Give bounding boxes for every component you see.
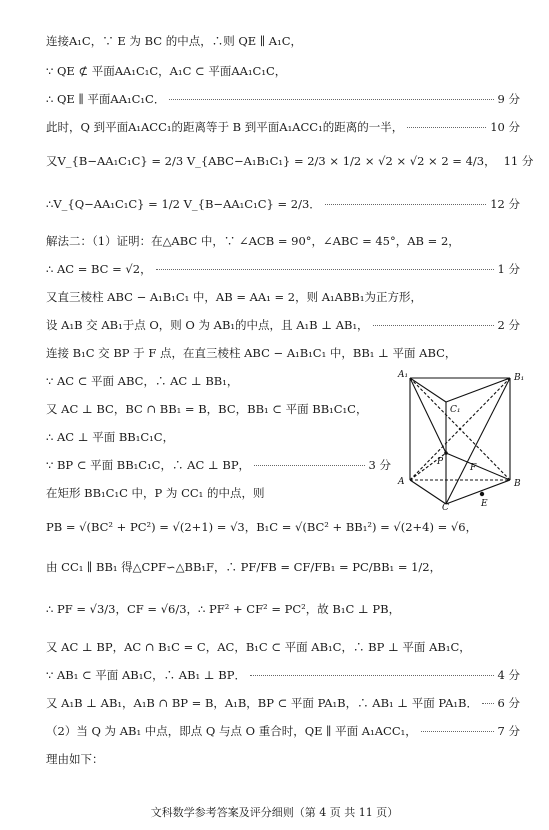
edge-ac [410, 480, 446, 504]
solution-line-1 [46, 30, 520, 52]
score-mark: 4 分 [497, 668, 520, 682]
edge-c1b1 [446, 378, 510, 402]
label-c: C [442, 503, 449, 510]
solution-line-19 [46, 598, 520, 620]
score-mark: 3 分 [368, 458, 391, 472]
segment-b1c [446, 378, 510, 504]
line-text: ∴ AC = BC = √2， [46, 262, 152, 276]
solution-line-14 [46, 426, 376, 448]
solution-line-12 [46, 370, 376, 392]
line-text: 连接 B₁C 交 BP 于 F 点，在直三棱柱 ABC − A₁B₁C₁ 中，BB₁ ⊥ 平面 ABC， [46, 346, 457, 360]
score-mark: 11 分 [503, 154, 534, 168]
solution-line-15 [46, 454, 391, 476]
solution-line-2 [46, 60, 520, 82]
score-mark: 2 分 [497, 318, 520, 332]
label-b: B [514, 479, 521, 489]
solution-line-13 [46, 398, 376, 420]
label-a: A [398, 477, 405, 487]
solution-line-20 [46, 636, 520, 658]
line-text: ∵ AB₁ ⊂ 平面 AB₁C，∴ AB₁ ⊥ BP． [46, 668, 246, 682]
line-text: 设 A₁B 交 AB₁于点 O，则 O 为 AB₁的中点，且 A₁B ⊥ AB₁， [46, 318, 369, 332]
edge-cb [446, 480, 510, 504]
prism-diagram [386, 368, 536, 510]
leader-dots [156, 269, 494, 270]
line-text: 又V_{B−AA₁C₁C} = 2/3 V_{ABC−A₁B₁C₁} = 2/3 × 1/2 × √2 × √2 × 2 = 4/3， [46, 154, 496, 168]
solution-line-24 [46, 748, 520, 770]
label-b1: B₁ [514, 373, 525, 383]
solution-line-16 [46, 482, 376, 504]
leader-dots [250, 675, 494, 676]
label-e: E [481, 499, 488, 509]
page-footer: 文科数学参考答案及评分细则（第 4 页 共 11 页） [150, 806, 399, 819]
line-text: （2）当 Q 为 AB₁ 中点，即点 Q 与点 O 重合时，QE ∥ 平面 A₁ACC₁， [46, 724, 417, 738]
line-text: 理由如下： [46, 752, 104, 766]
score-mark: 7 分 [497, 724, 520, 738]
leader-dots [407, 127, 486, 128]
solution-line-22 [46, 692, 520, 714]
line-text: PB = √(BC² + PC²) = √(2+1) = √3，B₁C = √(BC² + BB₁²) = √(2+4) = √6， [46, 520, 478, 534]
leader-dots [254, 465, 364, 466]
leader-dots [421, 731, 494, 732]
line-text: 解法二：（1）证明：在△ABC 中，∵ ∠ACB = 90°，∠ABC = 45°，AB = 2， [46, 234, 460, 248]
line-text: ∵ QE ⊄ 平面AA₁C₁C，A₁C ⊂ 平面AA₁C₁C， [46, 64, 287, 78]
line-text: ∵ BP ⊂ 平面 BB₁C₁C，∴ AC ⊥ BP， [46, 458, 251, 472]
solution-line-23 [46, 720, 520, 742]
solution-line-21 [46, 664, 520, 686]
line-text: 又直三棱柱 ABC − A₁B₁C₁ 中，AB = AA₁ = 2，则 A₁ABB₁为正方形， [46, 290, 422, 304]
line-text: ∴ PF = √3/3，CF = √6/3，∴ PF² + CF² = PC²，故 B₁C ⊥ PB， [46, 602, 401, 616]
solution-line-7 [46, 230, 520, 252]
line-text: 此时，Q 到平面A₁ACC₁的距离等于 B 到平面A₁ACC₁的距离的一半， [46, 120, 404, 134]
solution-line-10 [46, 314, 520, 336]
point-p [444, 451, 448, 455]
solution-line-18 [46, 556, 520, 578]
label-c1: C₁ [450, 405, 461, 415]
line-text: 连接A₁C，∵ E 为 BC 的中点，∴则 QE ∥ A₁C， [46, 34, 303, 48]
solution-line-17 [46, 516, 520, 538]
line-text: ∴ QE ∥ 平面AA₁C₁C． [46, 92, 166, 106]
line-text: 在矩形 BB₁C₁C 中，P 为 CC₁ 的中点，则 [46, 486, 265, 500]
leader-dots [325, 204, 486, 205]
score-mark: 12 分 [490, 197, 520, 211]
score-mark: 6 分 [497, 696, 520, 710]
line-text: 又 AC ⊥ BP，AC ∩ B₁C = C，AC，B₁C ⊂ 平面 AB₁C，∴ BP ⊥ 平面 AB₁C， [46, 640, 471, 654]
line-text: ∴ AC ⊥ 平面 BB₁C₁C， [46, 430, 175, 444]
label-f: F [470, 463, 477, 473]
score-mark: 1 分 [497, 262, 520, 276]
leader-dots [169, 99, 493, 100]
line-text: 又 AC ⊥ BC，BC ∩ BB₁ = B，BC，BB₁ ⊂ 平面 BB₁C₁C， [46, 402, 368, 416]
segment-a1p [410, 378, 446, 453]
line-text: ∴V_{Q−AA₁C₁C} = 1/2 V_{B−AA₁C₁C} = 2/3． [46, 197, 321, 211]
score-mark: 10 分 [490, 120, 520, 134]
solution-line-3 [46, 88, 520, 110]
solution-line-4 [46, 116, 520, 138]
leader-dots [482, 703, 494, 704]
line-text: ∵ AC ⊂ 平面 ABC，∴ AC ⊥ BB₁， [46, 374, 239, 388]
score-mark: 9 分 [497, 92, 520, 106]
solution-line-8 [46, 258, 520, 280]
leader-dots [373, 325, 494, 326]
label-a1: A₁ [398, 370, 409, 380]
line-text: 又 A₁B ⊥ AB₁，A₁B ∩ BP = B，A₁B，BP ⊂ 平面 PA₁B，∴ AB₁ ⊥ 平面 PA₁B． [46, 696, 478, 710]
solution-line-5 [46, 150, 534, 172]
point-e [480, 492, 484, 496]
solution-line-9 [46, 286, 520, 308]
label-p: P [437, 457, 444, 467]
solution-line-11 [46, 342, 520, 364]
line-text: 由 CC₁ ∥ BB₁ 得△CPF∽△BB₁F，∴ PF/FB = CF/FB₁ = PC/BB₁ = 1/2， [46, 560, 442, 574]
solution-line-6 [46, 193, 520, 215]
prism-figure [386, 368, 536, 510]
segment-pb [446, 453, 510, 480]
